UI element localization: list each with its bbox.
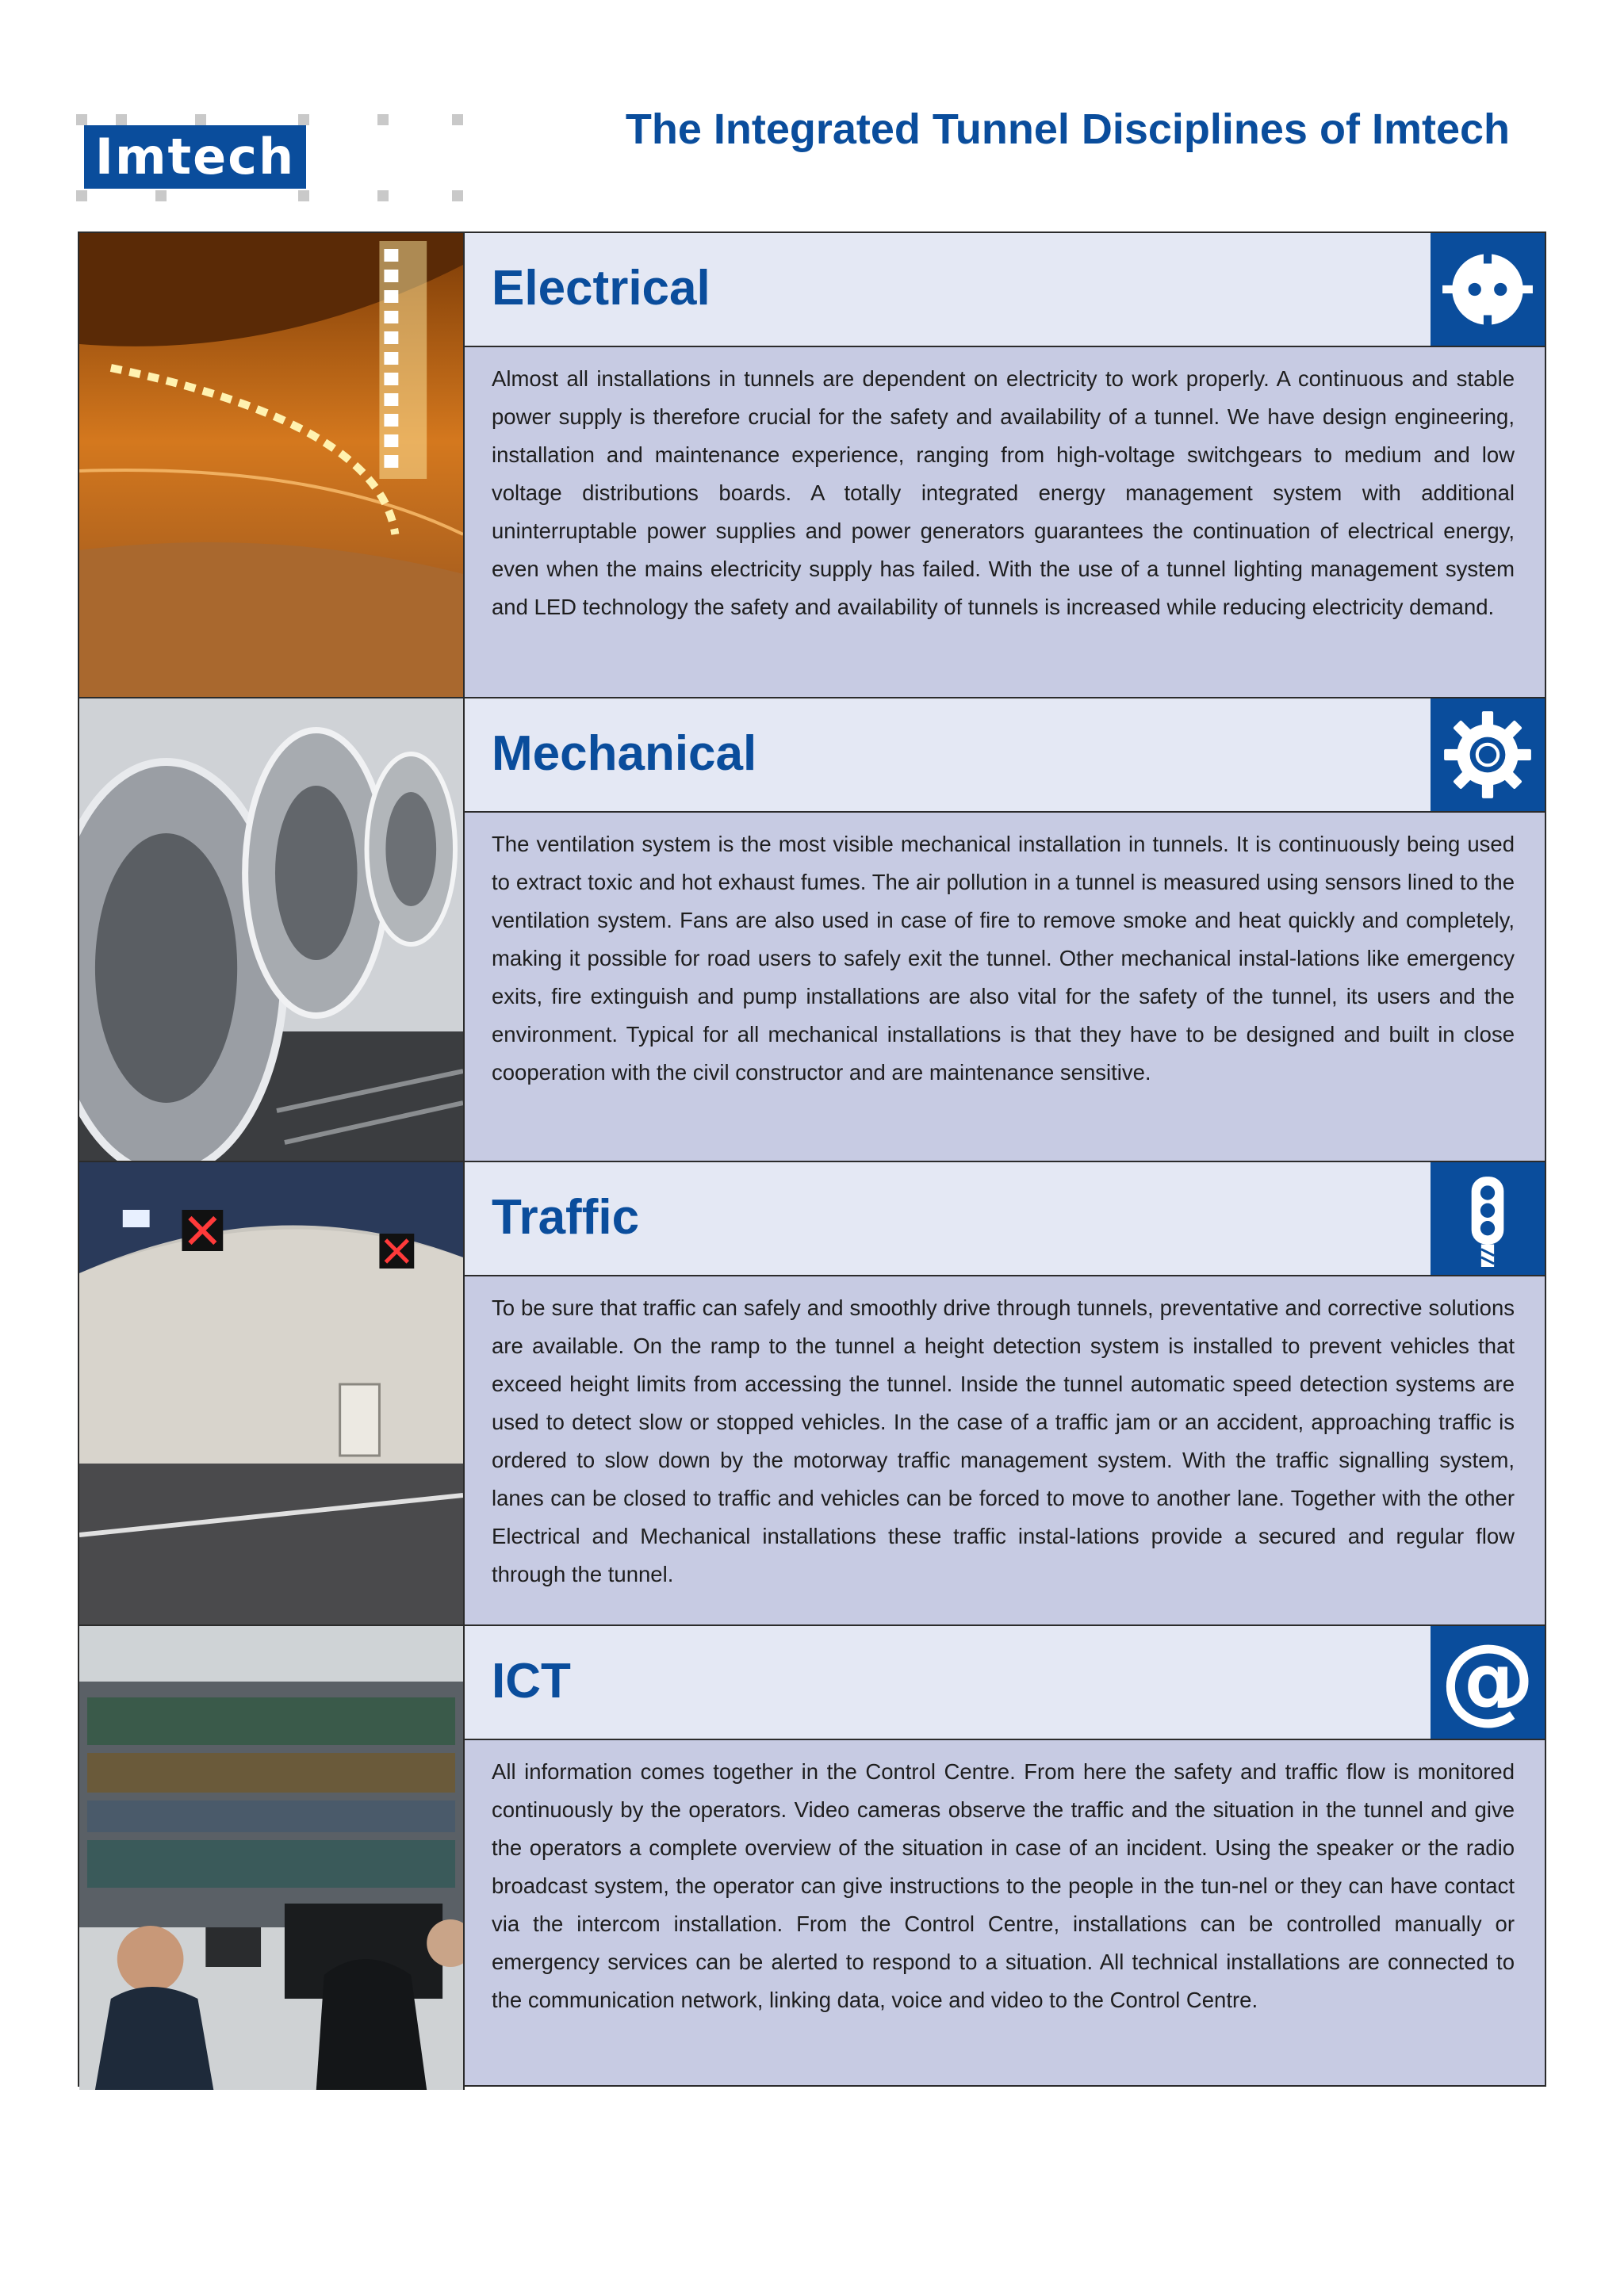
logo-dot (298, 114, 309, 125)
logo-dot (195, 114, 206, 125)
logo-dot (452, 114, 463, 125)
section-title: Traffic (492, 1190, 640, 1245)
section-electrical (79, 233, 1545, 697)
logo-dot (155, 190, 167, 201)
power-socket-icon (1431, 233, 1545, 346)
traffic-light-icon (1431, 1162, 1545, 1275)
section-title: ICT (492, 1654, 571, 1709)
section-ict (79, 1624, 1545, 2090)
tunnel-lane-signals-photo (79, 1162, 465, 1626)
jet-fans-photo (79, 698, 465, 1162)
logo-dot (452, 190, 463, 201)
at-sign-icon (1431, 1626, 1545, 1739)
section-title: Electrical (492, 261, 710, 316)
logo-dot (377, 190, 389, 201)
section-header (465, 1626, 1545, 1740)
imtech-logo (76, 114, 473, 203)
section-header (465, 233, 1545, 347)
control-centre-photo (79, 1626, 465, 2090)
section-body: Almost all installations in tunnels are dependent on electricity to work properly. A continuous and stable power supply is therefore crucial for the safety and availability of a tunnel. We have design engineering, installation and maintenance experience, ranging from high-voltage switchgears to medium and low voltage distributions boards. A totally integrated energy management system with additional uninterruptable power supplies and power generators guarantees the continuation of electrical energy, even when the mains electricity supply has failed. With the use of a tunnel lighting management system and LED technology the safety and availability of tunnels is increased while reducing electricity demand. (492, 366, 1515, 619)
disciplines-grid (78, 232, 1546, 2087)
tunnel-lighting-photo (79, 233, 465, 697)
section-header (465, 1162, 1545, 1276)
gear-icon (1431, 698, 1545, 811)
logo-dot (76, 190, 87, 201)
section-header (465, 698, 1545, 813)
svg-text:@: @ (1440, 1634, 1535, 1731)
section-traffic (79, 1161, 1545, 1626)
logo-dot (377, 114, 389, 125)
logo-dot (116, 114, 127, 125)
section-title: Mechanical (492, 726, 757, 781)
logo-text: Imtech (84, 125, 306, 189)
logo-dot (76, 114, 87, 125)
page-title: The Integrated Tunnel Disciplines of Imtech (625, 105, 1510, 153)
section-body: To be sure that traffic can safely and smoothly drive through tunnels, preventative and corrective solutions are available. On the ramp to the tunnel a height detection system is installed to prevent vehicles that exceed height limits from accessing the tunnel. Inside the tunnel automatic speed detection systems are used to detect slow or stopped vehicles. In the case of a traffic jam or an accident, approaching traffic is ordered to slow down by the motorway traffic management system. With the traffic signalling system, lanes can be closed to traffic and vehicles can be forced to move to another lane. Together with the other Electrical and Mechanical installations these traffic instal-lations provide a secured and regular flow through the tunnel. (492, 1295, 1515, 1586)
logo-dot (298, 190, 309, 201)
section-body: The ventilation system is the most visible mechanical installation in tunnels. It is continuously being used to extract toxic and hot exhaust fumes. The air pollution in a tunnel is measured using sensors lined to the ventilation system. Fans are also used in case of fire to remove smoke and heat quickly and completely, making it possible for road users to safely exit the tunnel. Other mechanical instal-lations like emergency exits, fire extinguish and pump installations are also vital for the safety of the tunnel, its users and the environment. Typical for all mechanical installations is that they have to be designed and built in close cooperation with the civil constructor and are maintenance sensitive. (492, 832, 1515, 1085)
section-mechanical (79, 697, 1545, 1162)
section-body: All information comes together in the Control Centre. From here the safety and traffic flow is monitored continuously by the operators. Video cameras observe the traffic and the situation in the tunnel and give the operators a complete overview of the situation in case of an incident. Using the speaker or the radio broadcast system, the operator can give instructions to the people in the tun-nel or they can have contact via the intercom installation. From the Control Centre, installations can be controlled manually or emergency services can be alerted to respond to a situation. All technical installations are connected to the communication network, linking data, voice and video to the Control Centre. (492, 1759, 1515, 2012)
